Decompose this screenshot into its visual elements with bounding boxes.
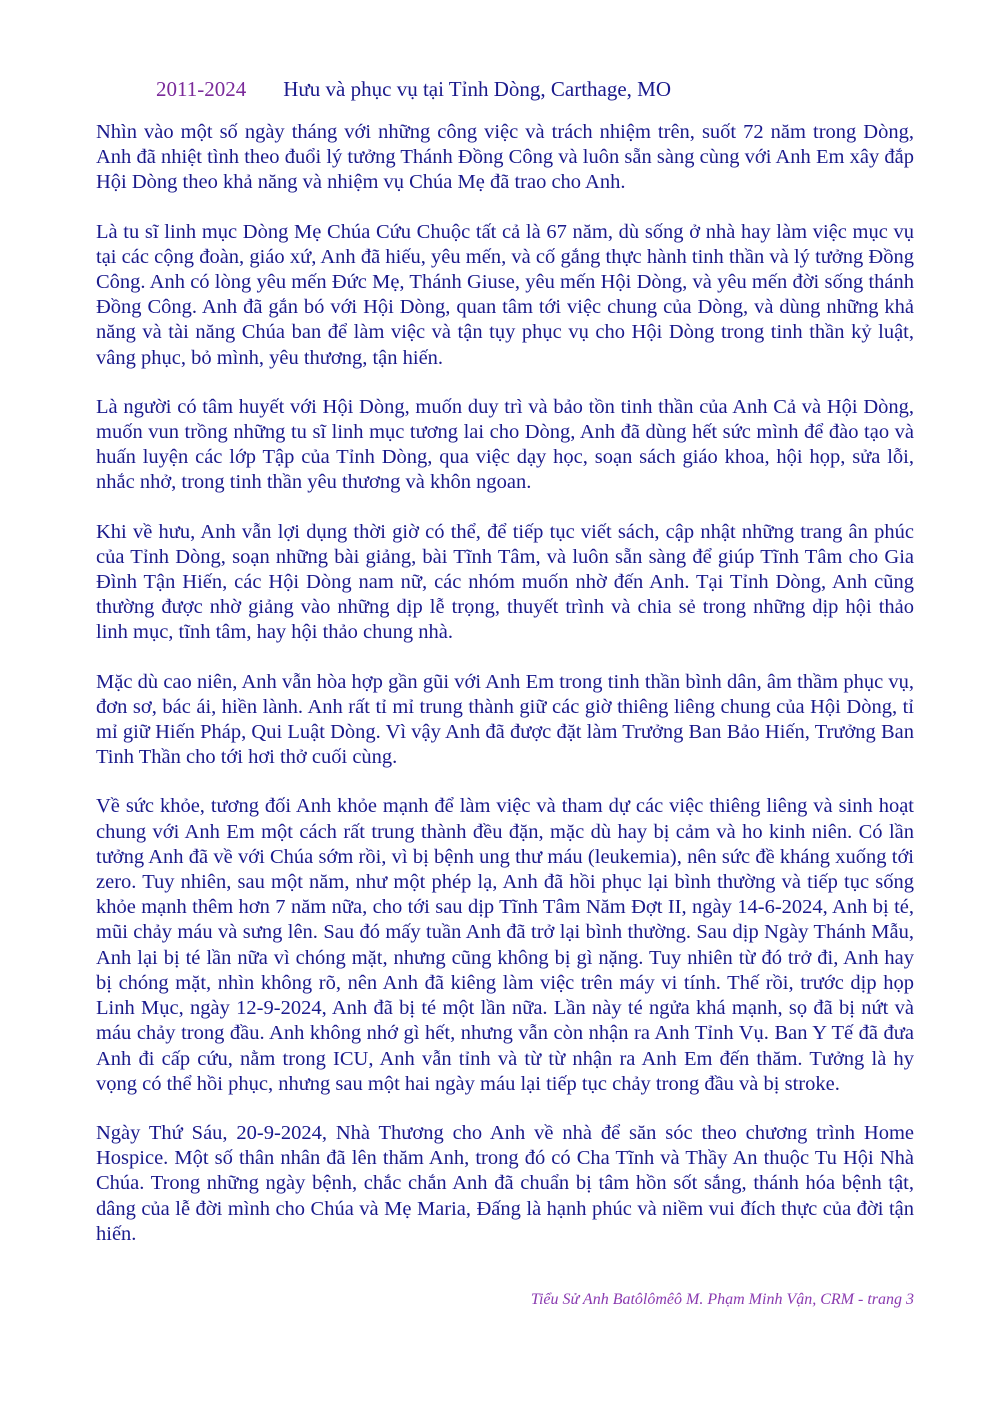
paragraph-summary: Nhìn vào một số ngày tháng với những công việc và trách nhiệm trên, suốt 72 năm trong Dòng, Anh đã nhiệt tình theo đuổi lý tưởng Thánh Đồng Công và luôn sẵn sàng cùng với Anh Em xây đắp Hội Dòng theo khả năng và nhiệm vụ Chúa Mẹ đã trao cho Anh. [96,121,914,194]
paragraph-religious-life: Là tu sĩ linh mục Dòng Mẹ Chúa Cứu Chuộc tất cả là 67 năm, dù sống ở nhà hay làm việc mục vụ tại các cộng đoàn, giáo xứ, Anh đã hiếu, yêu mến, và cố gắng thực hành tinh thần và lý tưởng Đồng Công. Anh có lòng yêu mến Đức Mẹ, Thánh Giuse, yêu mến Hội Dòng, và yêu mến đời sống thánh Đồng Công. Anh đã gắn bó với Hội Dòng, quan tâm tới việc chung của Dòng, và dùng những khả năng và tài năng Chúa ban để làm việc và tận tụy phục vụ cho Hội Dòng trong tinh thần kỷ luật, vâng phục, bỏ mình, yêu thương, tận hiến. [96,220,914,369]
paragraph-formation: Là người có tâm huyết với Hội Dòng, muốn duy trì và bảo tồn tinh thần của Anh Cả và Hội Dòng, muốn vun trồng những tu sĩ linh mục tương lai cho Dòng, Anh đã dùng hết sức mình để đào tạo và huấn luyện các lớp Tập của Tỉnh Dòng, qua việc dạy học, soạn sách giáo khoa, hội họp, sửa lỗi, nhắc nhở, trong tinh thần yêu thương và khôn ngoan. [96,395,914,494]
paragraph-retirement: Khi về hưu, Anh vẫn lợi dụng thời giờ có thể, để tiếp tục viết sách, cập nhật những trang ân phúc của Tỉnh Dòng, soạn những bài giảng, bài Tĩnh Tâm, và luôn sẵn sàng để giúp Tĩnh Tâm cho Gia Đình Tận Hiến, các Hội Dòng nam nữ, các nhóm muốn nhờ đến Anh. Tại Tỉnh Dòng, Anh cũng thường được nhờ giảng vào những dịp lễ trọng, thuyết trình và chia sẻ trong những dịp hội thảo linh mục, tĩnh tâm, hay hội thảo chung nhà. [96,520,914,644]
timeline-description: Hưu và phục vụ tại Tỉnh Dòng, Carthage, MO [283,77,672,101]
paragraph-final-days: Ngày Thứ Sáu, 20-9-2024, Nhà Thương cho Anh về nhà để săn sóc theo chương trình Home Hospice. Một số thân nhân đã lên thăm Anh, trong đó có Cha Tĩnh và Thầy An thuộc Tu Hội Nhà Chúa. Trong những ngày bệnh, chắc chắn Anh đã chuẩn bị tâm hồn sốt sắng, thánh hóa bệnh tật, dâng của lễ đời mình cho Chúa và Mẹ Maria, Đấng là hạnh phúc và niềm vui đích thực của đời tận hiến. [96,1121,914,1245]
paragraph-character: Mặc dù cao niên, Anh vẫn hòa hợp gần gũi với Anh Em trong tinh thần bình dân, âm thầm phục vụ, đơn sơ, bác ái, hiền lành. Anh rất tỉ mỉ trung thành giữ các giờ thiêng liêng chung của Hội Dòng, tỉ mỉ giữ Hiến Pháp, Qui Luật Dòng. Vì vậy Anh đã được đặt làm Trưởng Ban Bảo Hiến, Trưởng Ban Tinh Thần cho tới hơi thở cuối cùng. [96,670,914,769]
biography-body [96,120,914,1271]
timeline-entry [156,76,671,102]
timeline-year: 2011-2024 [156,77,247,101]
paragraph-health: Về sức khỏe, tương đối Anh khỏe mạnh để làm việc và tham dự các việc thiêng liêng và sinh hoạt chung với Anh Em một cách rất trung thành đều đặn, mặc dù hay bị cảm và ho kinh niên. Có lần tưởng Anh đã về với Chúa sớm rồi, vì bị bệnh ung thư máu (leukemia), nên sức đề kháng xuống tới zero. Tuy nhiên, sau một năm, như một phép lạ, Anh đã hồi phục lại bình thường và tiếp tục sống khỏe mạnh thêm hơn 7 năm nữa, cho tới sau dịp Tĩnh Tâm Năm Đợt II, ngày 14-6-2024, Anh bị té, mũi chảy máu và sưng lên. Sau đó mấy tuần Anh đã trở lại bình thường. Sau dịp Ngày Thánh Mẫu, Anh lại bị té lần nữa vì chóng mặt, nhưng cũng không bị gì nặng. Tuy nhiên từ đó trở đi, Anh hay bị chóng mặt, nhìn không rõ, nên Anh đã kiêng làm việc trên máy vi tính. Thế rồi, trước dịp họp Linh Mục, ngày 12-9-2024, Anh đã bị té một lần nữa. Lần này té ngửa khá mạnh, sọ đã bị nứt và máu chảy trong đầu. Anh không nhớ gì hết, nhưng vẫn còn nhận ra Anh Tỉnh Vụ. Ban Y Tế đã đưa Anh đi cấp cứu, nằm trong ICU, Anh vẫn tỉnh và từ từ nhận ra Anh Em đến thăm. Tưởng là hy vọng có thể hồi phục, nhưng sau một hai ngày máu lại tiếp tục chảy trong đầu và bị stroke. [96,795,914,1095]
page-footer: Tiểu Sử Anh Batôlômêô M. Phạm Minh Vận, CRM - trang 3 [530,1291,914,1308]
